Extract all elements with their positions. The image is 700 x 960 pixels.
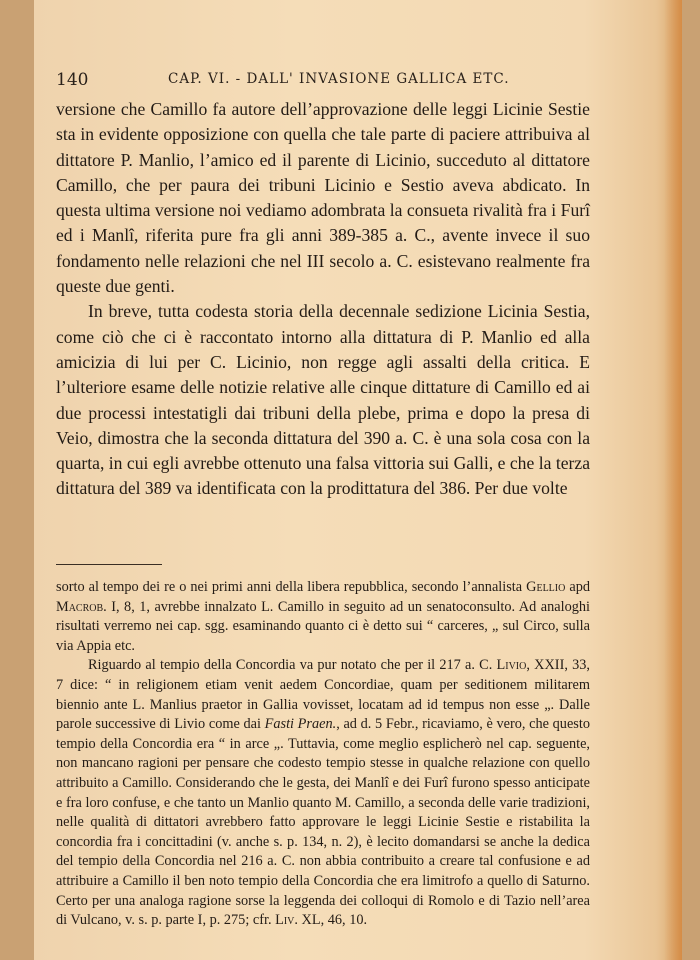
- main-text: [56, 97, 590, 502]
- footnote-text: XXII, 33, 7 dice: “ in religionem etiam venit aedem Concordiae, quam per seditionem militarem biennio ante L. Manlius praetor in Gallia vovisset, locatam ad id tempus non esse „. Dalle parole successive di Livio come dai: [56, 657, 591, 733]
- footnote-divider: [56, 564, 162, 565]
- author-gellio: Gellio: [526, 579, 566, 595]
- footnote-text: sorto al tempo dei re o nei primi anni della libera repubblica, secondo l’annalista: [56, 579, 527, 595]
- author-liv: Liv.: [275, 912, 298, 929]
- source-fasti: Fasti Praen.: [264, 716, 337, 733]
- footnote-continuation: [56, 578, 590, 656]
- running-title: CAP. VI. - DALL' INVASIONE GALLICA ETC.: [168, 71, 510, 87]
- paragraph-2: In breve, tutta codesta storia della decennale sedizione Licinia Sestia, come ciò che ci è raccontato intorno alla dittatura di P. Manlio ed alla amicizia di lui per C. Licinio, non regge agli assalti della critica. E l’ulteriore esame delle notizie relative alle cinque dittature di Camillo ed ai due processi intestatigli dai tribuni della plebe, prima e dopo la presa di Veio, dimostra che la seconda dittatura del 390 a. C. è una sola cosa con la quarta, in cui egli avrebbe ottenuto una falsa vittoria sui Galli, e che la terza dittatura del 389 va identificata con la prodittatura del 386. Per due volte: [56, 301, 590, 499]
- page-edge-shadow: [664, 0, 682, 960]
- footnote-text: apd: [565, 579, 590, 595]
- footnote-concordia: [56, 656, 590, 930]
- footnote-text: Riguardo al tempio della Concordia va pur notato che per il 217 a. C.: [88, 657, 497, 674]
- paragraph-1: versione che Camillo fa autore dell’approvazione delle leggi Licinie Sestie sta in evidente opposizione con quella che tale parte di paciere attribuiva al dittatore P. Manlio, l’amico ed il parente di Licinio, succeduto al dittatore Camillo, che per paura dei tribuni Licinio e Sestio aveva abdicato. In questa ultima versione noi vediamo adombrata la consueta rivalità fra i Furî ed i Manlî, riferita pure fra gli anni 389-385 a. C., avente invece il suo fondamento nelle relazioni che nel III secolo a. C. esistevano realmente fra queste due genti.: [56, 99, 590, 297]
- footnote-text: I, 8, 1, avrebbe innalzato L. Camillo in seguito ad un senatoconsulto. Ad analoghi risultati verremo nei cap. sgg. esaminando quanto ci è detto sui “ carceres, „ sul Circo, sulla via Appia etc.: [56, 598, 590, 654]
- footnote-text: , ad d. 5 Febr., ricaviamo, è vero, che questo tempio della Concordia era “ in arce „. Tuttavia, come meglio esplicherò nel cap. seguente, non mancano ragioni per pensare che codesto tempio stesse in qualche relazione con quello attribuito a Camillo. Considerando che le gesta, dei Manlî e dei Furî furono spesso anticipate e fra loro confuse, e che tanto un Manlio quanto M. Camillo, a seconda delle varie tradizioni, nelle qualità di dittatori avrebbero fatto approvare le leggi Licinie Sestie e ristabilita la concordia fra i concittadini (v. anche s. p. 134, n. 2), è lecito domandarsi se anche la dedica del tempio della Concordia nel 216 a. C. non abbia contribuito a creare tal confusione e ad attribuire a Camillo il ben noto tempio della Concordia che era limitrofo a quello di Saturno. Certo per una analoga ragione sorse la leggenda dei colloqui di Romolo e di Tazio nell’area di Vulcano, v. s. p. parte I, p. 275; cfr.: [56, 716, 590, 929]
- author-macrob: Macrob.: [56, 598, 107, 615]
- footnotes: [56, 578, 590, 931]
- footnote-text: XL, 46, 10.: [297, 912, 368, 929]
- page-number: 140: [56, 70, 89, 90]
- author-livio: Livio,: [496, 657, 530, 674]
